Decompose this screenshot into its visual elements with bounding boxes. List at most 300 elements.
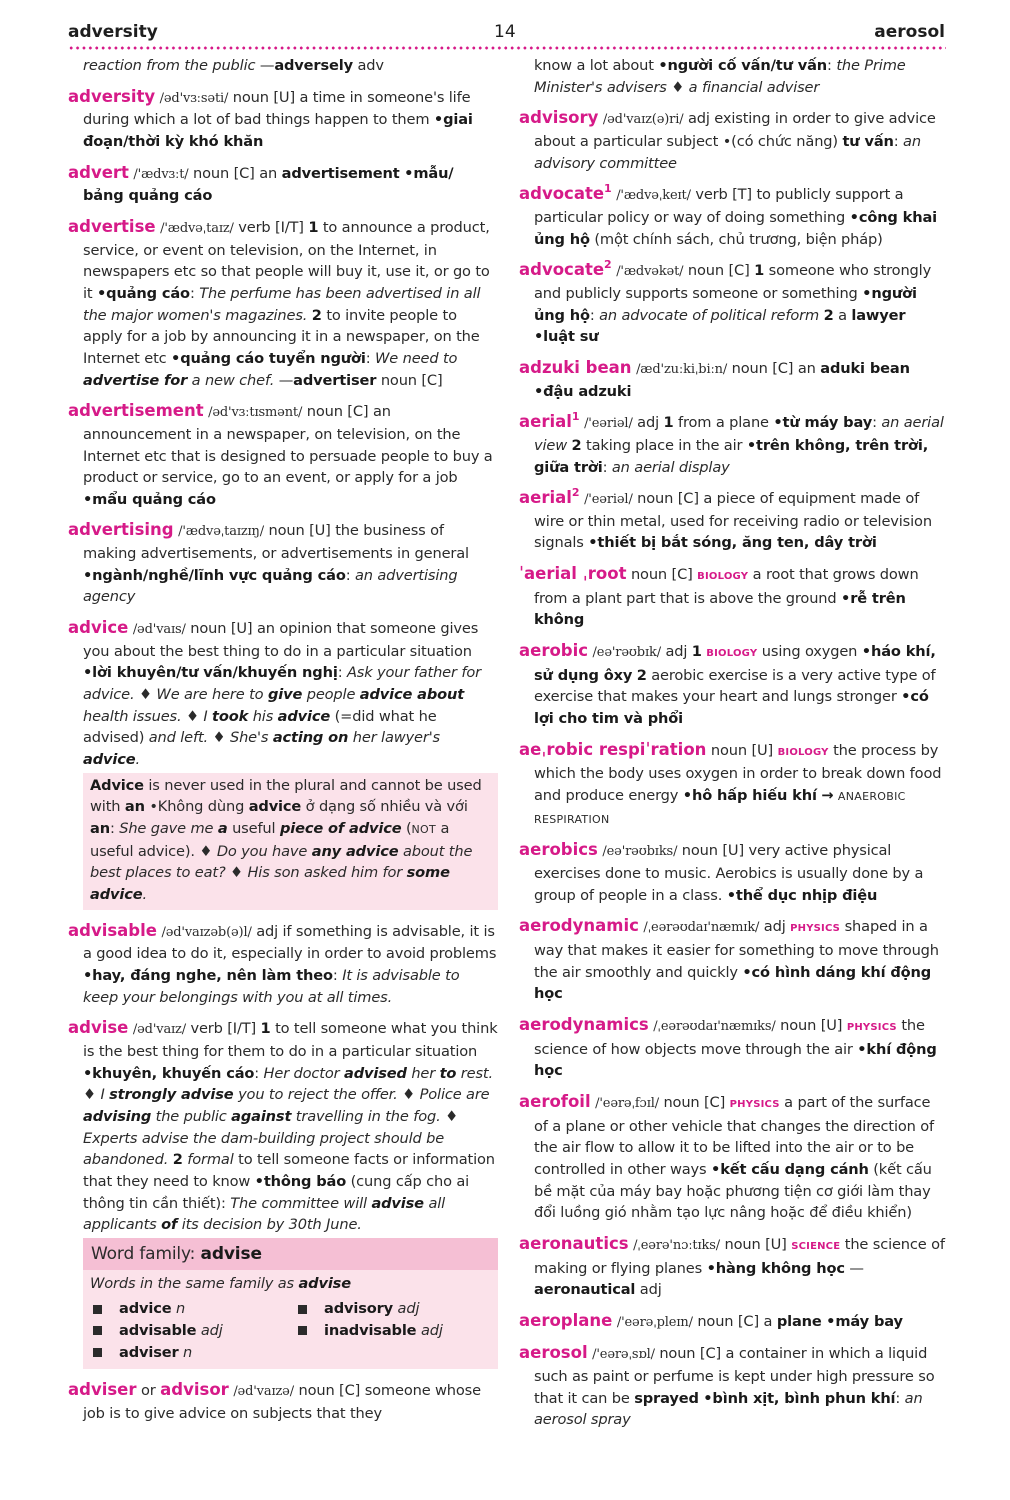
pronunciation: /æd'zuːkiˌbiːn/ (636, 361, 728, 377)
entry-aerodynamic (519, 915, 947, 1005)
sense-number: 1 (260, 1020, 271, 1038)
subject-label: PHYSICS (790, 923, 841, 935)
part-of-speech: noun (306, 403, 343, 421)
derived-word: adversely (274, 57, 353, 74)
grammar-code: [U] (751, 741, 774, 759)
example: The perfume has been advertised in all the major women's magazines. (83, 284, 481, 324)
headword: advise (68, 1018, 129, 1038)
word-family-subtitle-root: advise (298, 1274, 351, 1292)
grammar-code: [I/T] (275, 218, 304, 236)
vietnamese-translation: •thiết bị bắt sóng, ăng ten, dây trời (588, 534, 877, 552)
word-family-item (90, 1342, 295, 1364)
grammar-code: [C] (737, 1312, 760, 1330)
vietnamese-translation: •người ủng hộ (534, 284, 917, 324)
definition: shaped in a way that makes it easier for something to move through the air smoothly and quickly (534, 918, 939, 981)
headword: aeˌrobic respiˈration (519, 739, 707, 759)
example: its decision by 30th June. (181, 1216, 362, 1234)
pronunciation: /ˌeərəʊdaɪ'næmɪk/ (643, 920, 760, 936)
vietnamese-translation: •luật sư (534, 328, 599, 346)
note-word: advice (248, 798, 302, 816)
example-collocation: advice about (359, 686, 465, 704)
example: his (252, 707, 274, 725)
entry-advertisement (68, 400, 498, 510)
note-example-bold: any advice (311, 842, 399, 860)
note-text: •Không dùng (149, 798, 245, 816)
example: health issues. (83, 707, 182, 725)
headword-text: aerial (519, 488, 572, 508)
example: the public (155, 1107, 227, 1125)
part-of-speech: noun (232, 88, 269, 106)
part-of-speech: adj (397, 1300, 420, 1318)
headword: advert (68, 162, 129, 182)
example: an aerial display (611, 458, 730, 476)
family-word: advisory (324, 1300, 394, 1318)
example: an aerial view (534, 414, 944, 454)
example: I (100, 1086, 105, 1104)
sense-number: 2 (311, 306, 322, 324)
register-label: formal (187, 1151, 234, 1169)
pronunciation: /'eəriəl/ (584, 492, 633, 508)
square-bullet-icon (298, 1305, 307, 1314)
subject-label: PHYSICS (846, 1021, 897, 1033)
headword: adversity (68, 86, 156, 106)
grammar-code: [U] (273, 88, 295, 106)
pronunciation: /'eəriəl/ (584, 416, 633, 432)
example: you to reject the offer. (238, 1086, 398, 1104)
entry-advertise: advertise /'ædvəˌtaɪz/ verb [I/T] 1 to announce a product, service, or event on television, on the Internet, in newspapers etc so that people will buy it, use it, or go to it •quảng cáo: The perfume has been advertised in all the major women's magazines. 2 to invite people to apply for a job by announcing it in a newspaper, on the Internet etc •quảng cáo tuyển người: We need to advertise for a new chef. —advertiser noun [C] (68, 216, 490, 389)
entry-aerial-1: aerial$^1$ /'eəriəl/ adj 1 from a plane •từ máy bay: an aerial view 2 taking place in the air •trên không, trên trời, giữa trời: an aerial display (519, 410, 944, 476)
part-of-speech: adj (420, 1322, 443, 1340)
example: We need to (375, 349, 458, 367)
headword: adviser (68, 1380, 137, 1400)
sense-number: 1 (663, 414, 674, 432)
part-of-speech: adj (687, 110, 710, 128)
vietnamese-translation: •thể dục nhịp điệu (726, 886, 878, 904)
vietnamese-translation: •mẫu/ bảng quảng cáo (83, 164, 454, 205)
part-of-speech: verb (190, 1020, 223, 1038)
grammar-code: [C] (233, 164, 255, 182)
sense-number: 2 (823, 306, 834, 324)
example: all applicants (83, 1194, 446, 1234)
grammar-code: [U] (765, 1235, 787, 1253)
part-of-speech: noun (659, 1345, 696, 1363)
definition: a (838, 306, 847, 324)
definition: a root that grows down from a plant part that is above the ground (534, 566, 919, 607)
pronunciation: /'eərəˌpleɪn/ (616, 1314, 693, 1330)
entry-advise: advise /əd'vaɪz/ verb [I/T] 1 to tell someone what you think is the best thing for them to do in a particular situation •khuyên, khuyến cáo: Her doctor advised her to rest. ♦ I strongly advise you to reject the offer. ♦ Police are advising the public against travelling in the fog. ♦ Experts advise the dam-building project should be abandoned. 2 formal to tell someone facts or information that they need to know •thông báo (cung cấp cho ai thông tin cần thiết): The committee will advise all applicants of its decision by 30th June. (68, 1018, 498, 1234)
vietnamese-translation: •từ máy bay (773, 414, 873, 432)
pronunciation: /ˌeərəʊdaɪ'næmɪks/ (653, 1018, 776, 1034)
page-number: 14 (494, 22, 516, 42)
vietnamese-translation: •rễ trên không (534, 589, 906, 629)
note-word: an (124, 798, 145, 816)
example: an advocate of political reform (599, 306, 820, 324)
entry-advocate-1 (519, 183, 947, 250)
note-example-bold: piece of advice (279, 820, 402, 837)
example: It is advisable to keep your belongings with you at all times. (83, 966, 460, 1006)
vietnamese-gloss: (một chính sách, chủ trương, biện pháp) (594, 230, 883, 248)
entry-aeronautics (519, 1233, 947, 1301)
homograph-number: 2 (571, 486, 580, 500)
family-word: advisable (119, 1322, 197, 1340)
variant-connector: or (141, 1382, 156, 1400)
example: The committee will (230, 1194, 367, 1212)
subject-label: BIOLOGY (697, 571, 749, 583)
grammar-code: [I/T] (227, 1020, 257, 1038)
entry-advertising: advertising /'ædvəˌtaɪzɪŋ/ noun [U] the business of making advertisements, or advertisements in general •ngành/nghề/lĩnh vực quảng cáo: an advertising agency (68, 520, 469, 606)
example: Experts advise the dam-building project should be abandoned. (83, 1129, 445, 1169)
note-text: useful (232, 820, 276, 837)
definition: an (259, 164, 278, 182)
guide-word-left: adversity (68, 22, 158, 42)
vietnamese-gloss: (cung cấp cho ai thông tin cần thiết) (83, 1172, 470, 1212)
definition: to announce a product, service, or event on television, on the Internet, in newspapers etc so that people will buy it, use it, or go to it (83, 218, 490, 302)
definition: to tell someone what you think is the best thing for them to do in a particular situation (83, 1020, 498, 1060)
entry-aerodynamics (519, 1014, 947, 1082)
note-example-bold: a (217, 820, 228, 837)
part-of-speech: verb (238, 218, 271, 236)
entry-aerobic-respiration (519, 739, 947, 831)
pronunciation: /əd'vaɪzəb(ə)l/ (161, 924, 252, 940)
grammar-code: [U] (230, 620, 253, 638)
pronunciation: /'ædvəˌtaɪzɪŋ/ (178, 524, 265, 540)
gloss: (=did what he advised) (83, 707, 437, 747)
headword: advice (68, 618, 129, 638)
headword: advisory (519, 108, 599, 128)
pronunciation: /eə'rəʊbɪks/ (602, 844, 678, 860)
example-collocation: advertise for (83, 371, 188, 389)
part-of-speech: noun (710, 741, 747, 759)
pronunciation: /'eərəˌsɒl/ (592, 1347, 655, 1363)
example-collocation: give (267, 686, 303, 704)
definition: an (797, 359, 816, 377)
definition: someone whose job is to give advice on subjects that they (83, 1382, 481, 1423)
headword: ˈaerial ˌroot (519, 564, 627, 584)
grammar-code: [C] (704, 1093, 726, 1111)
definition: if something is advisable, it is a good idea to do it, especially in order to avoid problems (83, 922, 497, 963)
definition: using oxygen (761, 643, 858, 661)
definition: existing in order to give advice about a particular subject (534, 110, 936, 150)
headword-text: advocate (519, 260, 605, 280)
example-collocation: strongly advise (109, 1086, 234, 1104)
entry-advice: advice /əd'vaɪs/ noun [U] an opinion that someone gives you about the best thing to do in a particular situation •lời khuyên/tư vấn/khuyến nghị: Ask your father for advice. ♦ We are here to give people advice about health issues. ♦ I took his advice (=did what he advised) and left. ♦ She's acting on her lawyer's advice. (68, 618, 481, 769)
headword: advertise (68, 216, 156, 236)
part-of-speech: adj (639, 1281, 662, 1299)
example-collocation: advice (83, 751, 136, 769)
part-of-speech: noun (630, 566, 668, 584)
grammar-code: [U] (722, 842, 744, 860)
example: the Prime Minister's advisers (534, 57, 906, 96)
part-of-speech: noun (380, 371, 417, 389)
part-of-speech: noun (681, 842, 718, 860)
headword: advertisement (68, 401, 204, 421)
part-of-speech: noun (697, 1312, 734, 1330)
note-example: Do you have (216, 842, 308, 860)
example: I (203, 707, 208, 725)
cross-reference: plane (776, 1312, 822, 1330)
sense-number: 2 (636, 666, 647, 684)
vietnamese-translation: •trên không, trên trời, giữa trời (534, 436, 929, 476)
vietnamese-translation: •mẩu quảng cáo (83, 490, 216, 508)
punctuation: . (142, 885, 147, 903)
example: a financial adviser (688, 78, 820, 96)
entry-aerobic (519, 640, 947, 730)
word-family-body (83, 1270, 498, 1370)
example: travelling in the fog. (295, 1107, 441, 1125)
definition: an opinion that someone gives you about the best thing to do in a particular situation (83, 620, 479, 660)
part-of-speech: noun (780, 1016, 817, 1034)
example: an advertising agency (83, 566, 458, 606)
grammar-code: [C] (699, 1345, 722, 1363)
example: an advisory committee (534, 132, 921, 172)
grammar-code: [C] (421, 371, 443, 389)
example: an aerosol spray (534, 1389, 923, 1429)
pronunciation: /ˌeərə'nɔːtɪks/ (633, 1237, 720, 1253)
headword-variant: advisor (160, 1380, 229, 1400)
entry-aerosol: aerosol /'eərəˌsɒl/ noun [C] a container in which a liquid such as paint or perfume is kept under high pressure so that it can be sprayed •bình xịt, bình phun khí: an aerosol spray (519, 1343, 935, 1429)
arrow-right-icon: → (821, 787, 834, 805)
part-of-speech: adj (256, 922, 279, 940)
entry-aerial-root (519, 563, 947, 631)
square-bullet-icon (93, 1326, 102, 1335)
example: and left. (148, 729, 209, 747)
example: Police are (419, 1086, 490, 1104)
headword-text: aerial (519, 412, 572, 432)
vietnamese-translation: •kết cấu dạng cánh (711, 1160, 869, 1178)
vietnamese-translation: tư vấn (842, 132, 894, 150)
word-family-root: advise (200, 1243, 262, 1264)
definition: a piece of equipment made of wire or thin metal, used for receiving radio or television signals (534, 490, 932, 552)
note-example: His son asked him for (247, 864, 403, 882)
vietnamese-gloss: •(có chức năng) (722, 132, 838, 150)
entry-advert (68, 162, 498, 207)
header-dotted-rule (68, 46, 946, 50)
entry-aerial-2 (519, 487, 947, 554)
cross-reference: lawyer (851, 306, 906, 324)
example-collocation: advising (83, 1107, 152, 1125)
entry-aerobics (519, 839, 947, 906)
part-of-speech: adj (637, 414, 659, 432)
note-example: about the best places to eat? (90, 842, 473, 882)
example: We are here to (156, 686, 264, 704)
word-family-item (90, 1298, 295, 1320)
definition: to tell someone facts or information that they need to know (83, 1151, 495, 1190)
definition: the business of making advertisements, or advertisements in general (83, 522, 469, 563)
headword: adzuki bean (519, 357, 632, 377)
definition: very active physical exercises done to music. Aerobics is usually done by a group of people in a class. (534, 842, 924, 904)
subject-label: BIOLOGY (777, 746, 829, 758)
vietnamese-translation: •có lợi cho tim và phổi (534, 688, 929, 728)
word-family-item (90, 1320, 295, 1342)
left-column (68, 55, 498, 1434)
cross-reference: sprayed (634, 1389, 699, 1407)
subject-label: PHYSICS (729, 1098, 780, 1110)
pronunciation: /əd'vɜːtɪsmənt/ (208, 405, 303, 421)
grammar-code: [C] (347, 403, 369, 421)
square-bullet-icon (93, 1348, 102, 1357)
part-of-speech: n (175, 1300, 186, 1318)
grammar-code: [C] (728, 262, 750, 280)
part-of-speech: noun (193, 164, 230, 182)
example: rest. (460, 1064, 493, 1082)
family-word: advice (119, 1300, 172, 1318)
note-not-label: NOT (411, 823, 437, 836)
word-family-label: Word family: (91, 1243, 196, 1264)
dash: — (849, 1259, 864, 1277)
grammar-code: [T] (732, 186, 752, 204)
entry-adviser (68, 1379, 498, 1424)
punctuation: ( (405, 820, 412, 837)
example-collocation: took (212, 707, 249, 725)
word-family-subtitle-text: Words in the same family as (90, 1274, 294, 1292)
part-of-speech: noun (663, 1093, 700, 1111)
family-word: adviser (119, 1343, 179, 1361)
example: Ask your father for advice. (83, 664, 481, 704)
definition: a part of the surface of a plane or other vehicle that changes the direction of the air flow to allow it to be lifted into the air or to be controlled in other ways (534, 1093, 935, 1178)
entry-adversity (68, 86, 498, 153)
part-of-speech: noun (731, 359, 768, 377)
vietnamese-translation: •quảng cáo tuyển người (171, 349, 366, 367)
headword: aerosol (519, 1343, 588, 1363)
dash: — (278, 371, 294, 389)
vietnamese-translation: •khuyên, khuyến cáo (83, 1064, 255, 1082)
note-example: She gave me (119, 820, 214, 837)
cross-reference: aduki bean (820, 359, 910, 377)
part-of-speech: noun (268, 522, 305, 540)
definition: the science of how objects move through the air (534, 1016, 925, 1058)
pronunciation: /əd'vaɪz/ (132, 1022, 186, 1038)
subject-label: BIOLOGY (706, 648, 758, 660)
grammar-code: [C] (772, 359, 794, 377)
pronunciation: /'ædvəˌtaɪz/ (160, 220, 234, 236)
entry-advisory: advisory /əd'vaɪz(ə)ri/ adj existing in order to give advice about a particular subject •(có chức năng) tư vấn: an advisory committee (519, 108, 936, 172)
example-collocation: to (439, 1064, 457, 1082)
definition: aerobic exercise is a very active type of exercise that makes your heart and lungs stronger (534, 666, 936, 706)
example-collocation: advised (344, 1064, 407, 1082)
note-example-bold: some advice (90, 864, 450, 903)
part-of-speech: adj (665, 643, 688, 661)
part-of-speech: noun (637, 490, 674, 508)
example-collocation: against (231, 1107, 292, 1125)
example-collocation: advise (371, 1194, 424, 1212)
sense-number: 1 (691, 643, 702, 661)
vietnamese-translation: •hay, đáng nghe, nên làm theo (83, 966, 333, 984)
vietnamese-translation: •công khai ủng hộ (534, 208, 938, 248)
headword: aeroplane (519, 1310, 613, 1330)
vietnamese-translation: •có hình dáng khí động học (534, 963, 932, 1003)
dash: — (259, 57, 275, 74)
grammar-code: [U] (820, 1016, 843, 1034)
part-of-speech: verb (695, 186, 728, 204)
definition: a container in which a liquid such as paint or perfume is kept under high pressure so that it can be (534, 1345, 935, 1407)
homograph-number: 1 (604, 182, 612, 196)
definition: the science of making or flying planes (534, 1235, 945, 1277)
pronunciation: /əd'vaɪs/ (132, 622, 186, 638)
definition: know a lot about (534, 57, 654, 74)
word-family-box (83, 1238, 498, 1370)
definition: a (763, 1312, 773, 1330)
family-word: inadvisable (324, 1322, 417, 1340)
vietnamese-translation: •háo khí, sử dụng ôxy (534, 643, 936, 684)
headword (519, 488, 580, 507)
square-bullet-icon (93, 1305, 102, 1314)
derived-word: advertiser (293, 371, 377, 389)
vietnamese-translation: •hàng không học (706, 1259, 845, 1277)
sense-number: 1 (754, 262, 765, 280)
entry-continuation-adversely (68, 55, 498, 77)
note-text: a useful advice). (90, 820, 450, 860)
pronunciation: /əd'vɜːsəti/ (159, 90, 229, 106)
headword: aeronautics (519, 1233, 629, 1253)
vietnamese-translation: •đậu adzuki (534, 382, 632, 400)
note-text: ở dạng số nhiều và với (305, 798, 468, 816)
part-of-speech: noun (298, 1382, 335, 1400)
part-of-speech: n (183, 1343, 193, 1361)
example-collocation: of (161, 1216, 178, 1234)
example: a new chef. (191, 371, 275, 389)
pronunciation: /'eərəˌfɔɪl/ (595, 1095, 659, 1111)
sense-number: 1 (308, 218, 319, 236)
punctuation: : (109, 820, 115, 837)
punctuation: . (135, 751, 140, 769)
example: her lawyer's (352, 729, 441, 747)
headword: aerodynamic (519, 916, 639, 936)
definition: from a plane (678, 414, 769, 432)
example: reaction from the public (83, 57, 256, 74)
guide-word-right: aerosol (874, 22, 945, 42)
example-collocation: advice (277, 707, 331, 725)
cross-reference[interactable]: ANAEROBIC RESPIRATION (534, 790, 906, 826)
vietnamese-gloss: (kết cấu bề mặt của máy bay hoặc phương tiện cơ giới làm thay đổi luồng gió nhằm tạo lực nâng hoặc để điều khiển) (534, 1160, 932, 1222)
entry-advocate-2: advocate$^2$ /'ædvəkət/ noun [C] 1 someone who strongly and publicly supports someone or something •người ủng hộ: an advocate of political reform 2 a lawyer •luật sư (519, 258, 932, 346)
definition: someone who strongly and publicly supports someone or something (534, 262, 932, 302)
definition: an announcement in a newspaper, on television, on the Internet etc that is designed to persuade people to buy a product or service, go to an event, or apply for a job (83, 403, 493, 487)
vietnamese-translation: •khí động học (534, 1040, 937, 1080)
headword: aerodynamics (519, 1014, 649, 1034)
vietnamese-translation: •hô hấp hiếu khí (682, 787, 817, 805)
example: She's (229, 729, 269, 747)
headword (519, 260, 612, 279)
part-of-speech: adv (357, 57, 384, 74)
example: people (306, 686, 356, 704)
headword: aerobic (519, 641, 589, 661)
entry-continuation-adviser: know a lot about •người cố vấn/tư vấn: the Prime Minister's advisers ♦ a financial adviser (534, 57, 906, 96)
note-text: is never used in the plural and cannot be used with (90, 776, 482, 816)
usage-note-advice: Advice is never used in the plural and cannot be used with an •Không dùng advice ở dạng số nhiều và với an: She gave me a useful piece of advice (NOT a useful advice). ♦ Do you have any advice about the best places to eat? ♦ His son asked him for some advice. (83, 773, 498, 910)
entry-aerofoil (519, 1091, 947, 1224)
headword-text: advocate (519, 184, 605, 204)
note-word: Advice (90, 776, 144, 794)
vietnamese-translation: •bình xịt, bình phun khí (703, 1389, 896, 1407)
grammar-code: [U] (309, 522, 331, 540)
pronunciation: /eə'rəʊbɪk/ (592, 645, 661, 661)
pronunciation: /əd'vaɪzə/ (233, 1384, 294, 1400)
vietnamese-translation: •quảng cáo (96, 284, 190, 302)
vietnamese-translation: •ngành/nghề/lĩnh vực quảng cáo (83, 566, 346, 584)
part-of-speech: noun (190, 620, 227, 638)
word-family-title (83, 1238, 498, 1270)
sense-number: 2 (571, 436, 582, 454)
part-of-speech: noun (724, 1235, 761, 1253)
cross-reference: advertisement (281, 164, 400, 182)
square-bullet-icon (298, 1326, 307, 1335)
headword: aerobics (519, 840, 598, 860)
pronunciation: /'ædvəˌkeɪt/ (616, 188, 691, 204)
definition: to invite people to apply for a job by announcing it in a newspaper, on the Internet etc (83, 306, 480, 367)
derived-word: aeronautical (534, 1281, 636, 1299)
headword: advisable (68, 920, 157, 940)
vietnamese-translation: •máy bay (826, 1312, 903, 1330)
